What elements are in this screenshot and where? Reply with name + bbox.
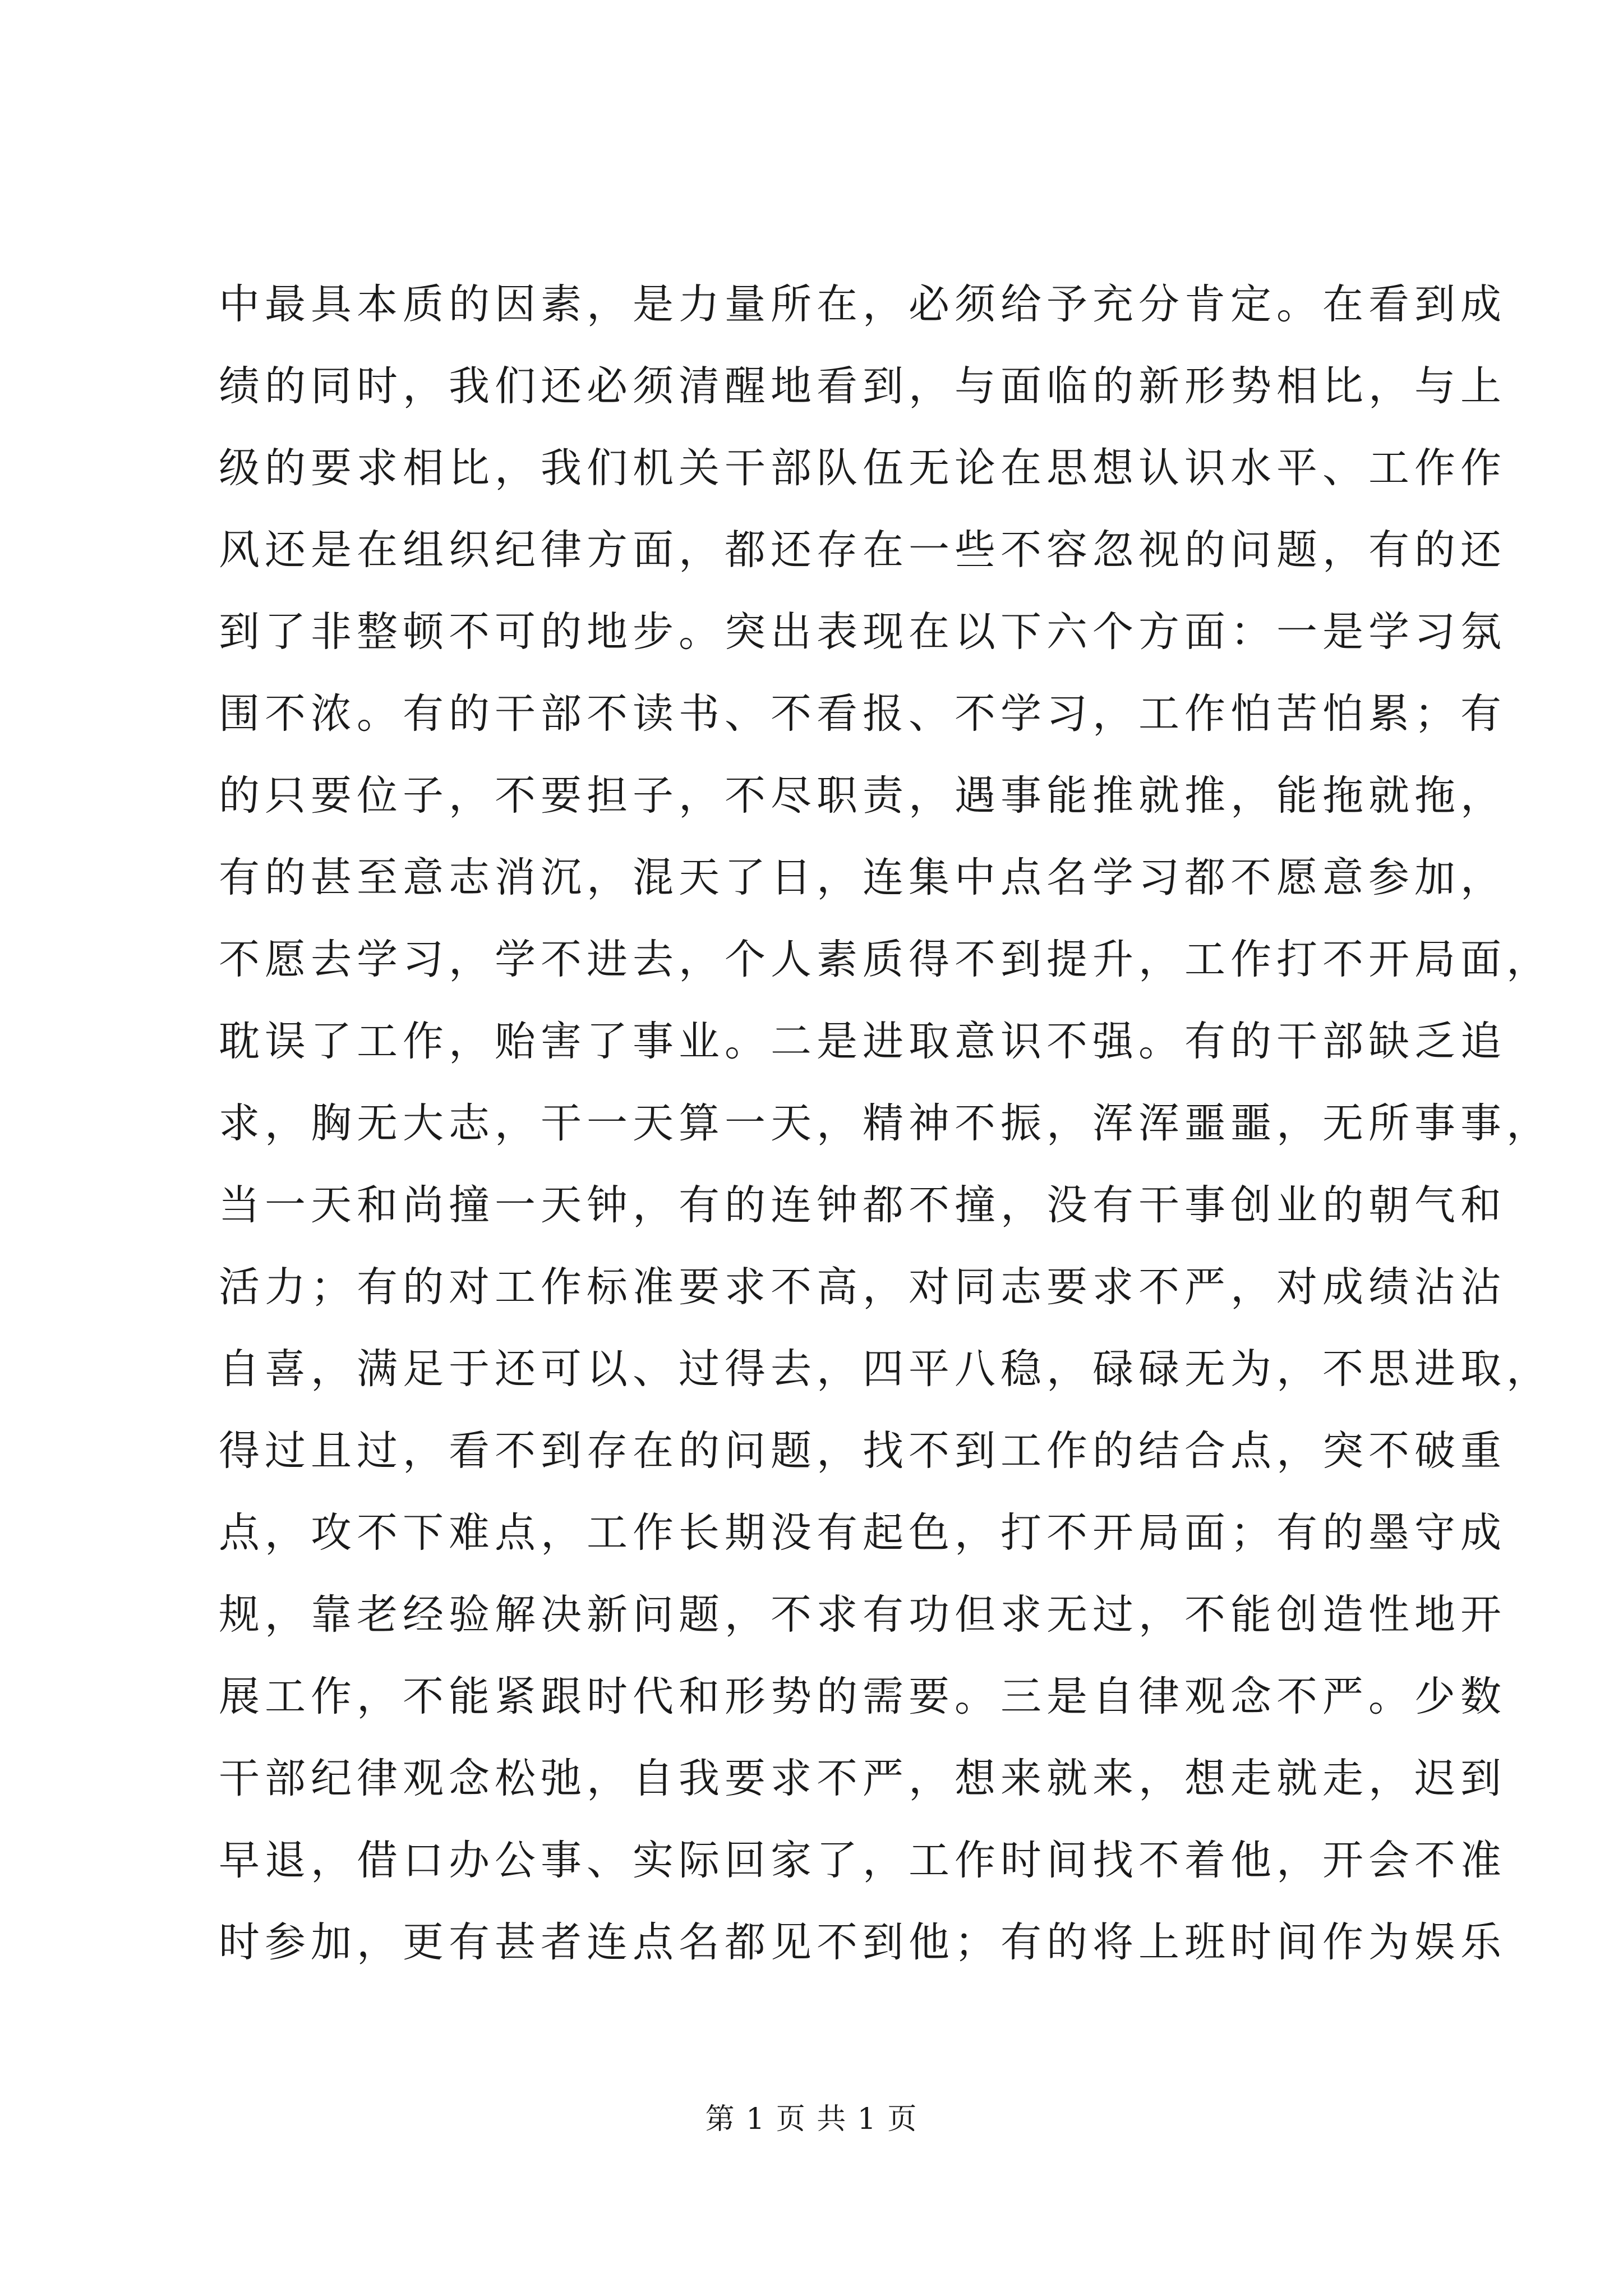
text-line: 绩的同时，我们还必须清醒地看到，与面临的新形势相比，与上	[219, 362, 1506, 410]
text-line: 时参加，更有甚者连点名都见不到他；有的将上班时间作为娱乐	[219, 1918, 1506, 1966]
text-line: 中最具本质的因素，是力量所在，必须给予充分肯定。在看到成	[219, 280, 1506, 328]
page-footer: 第 1 页 共 1 页	[705, 2102, 918, 2136]
text-line: 得过且过，看不到存在的问题，找不到工作的结合点，突不破重	[219, 1427, 1506, 1475]
text-line: 的只要位子，不要担子，不尽职责，遇事能推就推，能拖就拖，	[219, 772, 1506, 820]
body-paragraph	[219, 264, 1552, 1984]
text-line: 自喜，满足于还可以、过得去，四平八稳，碌碌无为，不思进取，	[219, 1345, 1552, 1393]
text-line: 干部纪律观念松弛，自我要求不严，想来就来，想走就走，迟到	[219, 1755, 1506, 1802]
text-line: 点，攻不下难点，工作长期没有起色，打不开局面；有的墨守成	[219, 1509, 1506, 1557]
text-line: 耽误了工作，贻害了事业。二是进取意识不强。有的干部缺乏追	[219, 1018, 1506, 1065]
text-line: 到了非整顿不可的地步。突出表现在以下六个方面：一是学习氛	[219, 608, 1506, 656]
text-line: 有的甚至意志消沉，混天了日，连集中点名学习都不愿意参加，	[219, 854, 1506, 901]
text-line: 不愿去学习，学不进去，个人素质得不到提升，工作打不开局面，	[219, 936, 1552, 983]
text-line: 求，胸无大志，干一天算一天，精神不振，浑浑噩噩，无所事事，	[219, 1099, 1552, 1147]
text-line: 级的要求相比，我们机关干部队伍无论在思想认识水平、工作作	[219, 444, 1506, 492]
text-line: 围不浓。有的干部不读书、不看报、不学习，工作怕苦怕累；有	[219, 690, 1506, 738]
text-line: 展工作，不能紧跟时代和形势的需要。三是自律观念不严。少数	[219, 1673, 1506, 1720]
text-line: 当一天和尚撞一天钟，有的连钟都不撞，没有干事创业的朝气和	[219, 1181, 1506, 1229]
text-line: 活力；有的对工作标准要求不高，对同志要求不严，对成绩沾沾	[219, 1263, 1506, 1311]
text-line: 规，靠老经验解决新问题，不求有功但求无过，不能创造性地开	[219, 1591, 1506, 1639]
text-line: 早退，借口办公事、实际回家了，工作时间找不着他，开会不准	[219, 1837, 1506, 1884]
text-line: 风还是在组织纪律方面，都还存在一些不容忽视的问题，有的还	[219, 526, 1506, 574]
